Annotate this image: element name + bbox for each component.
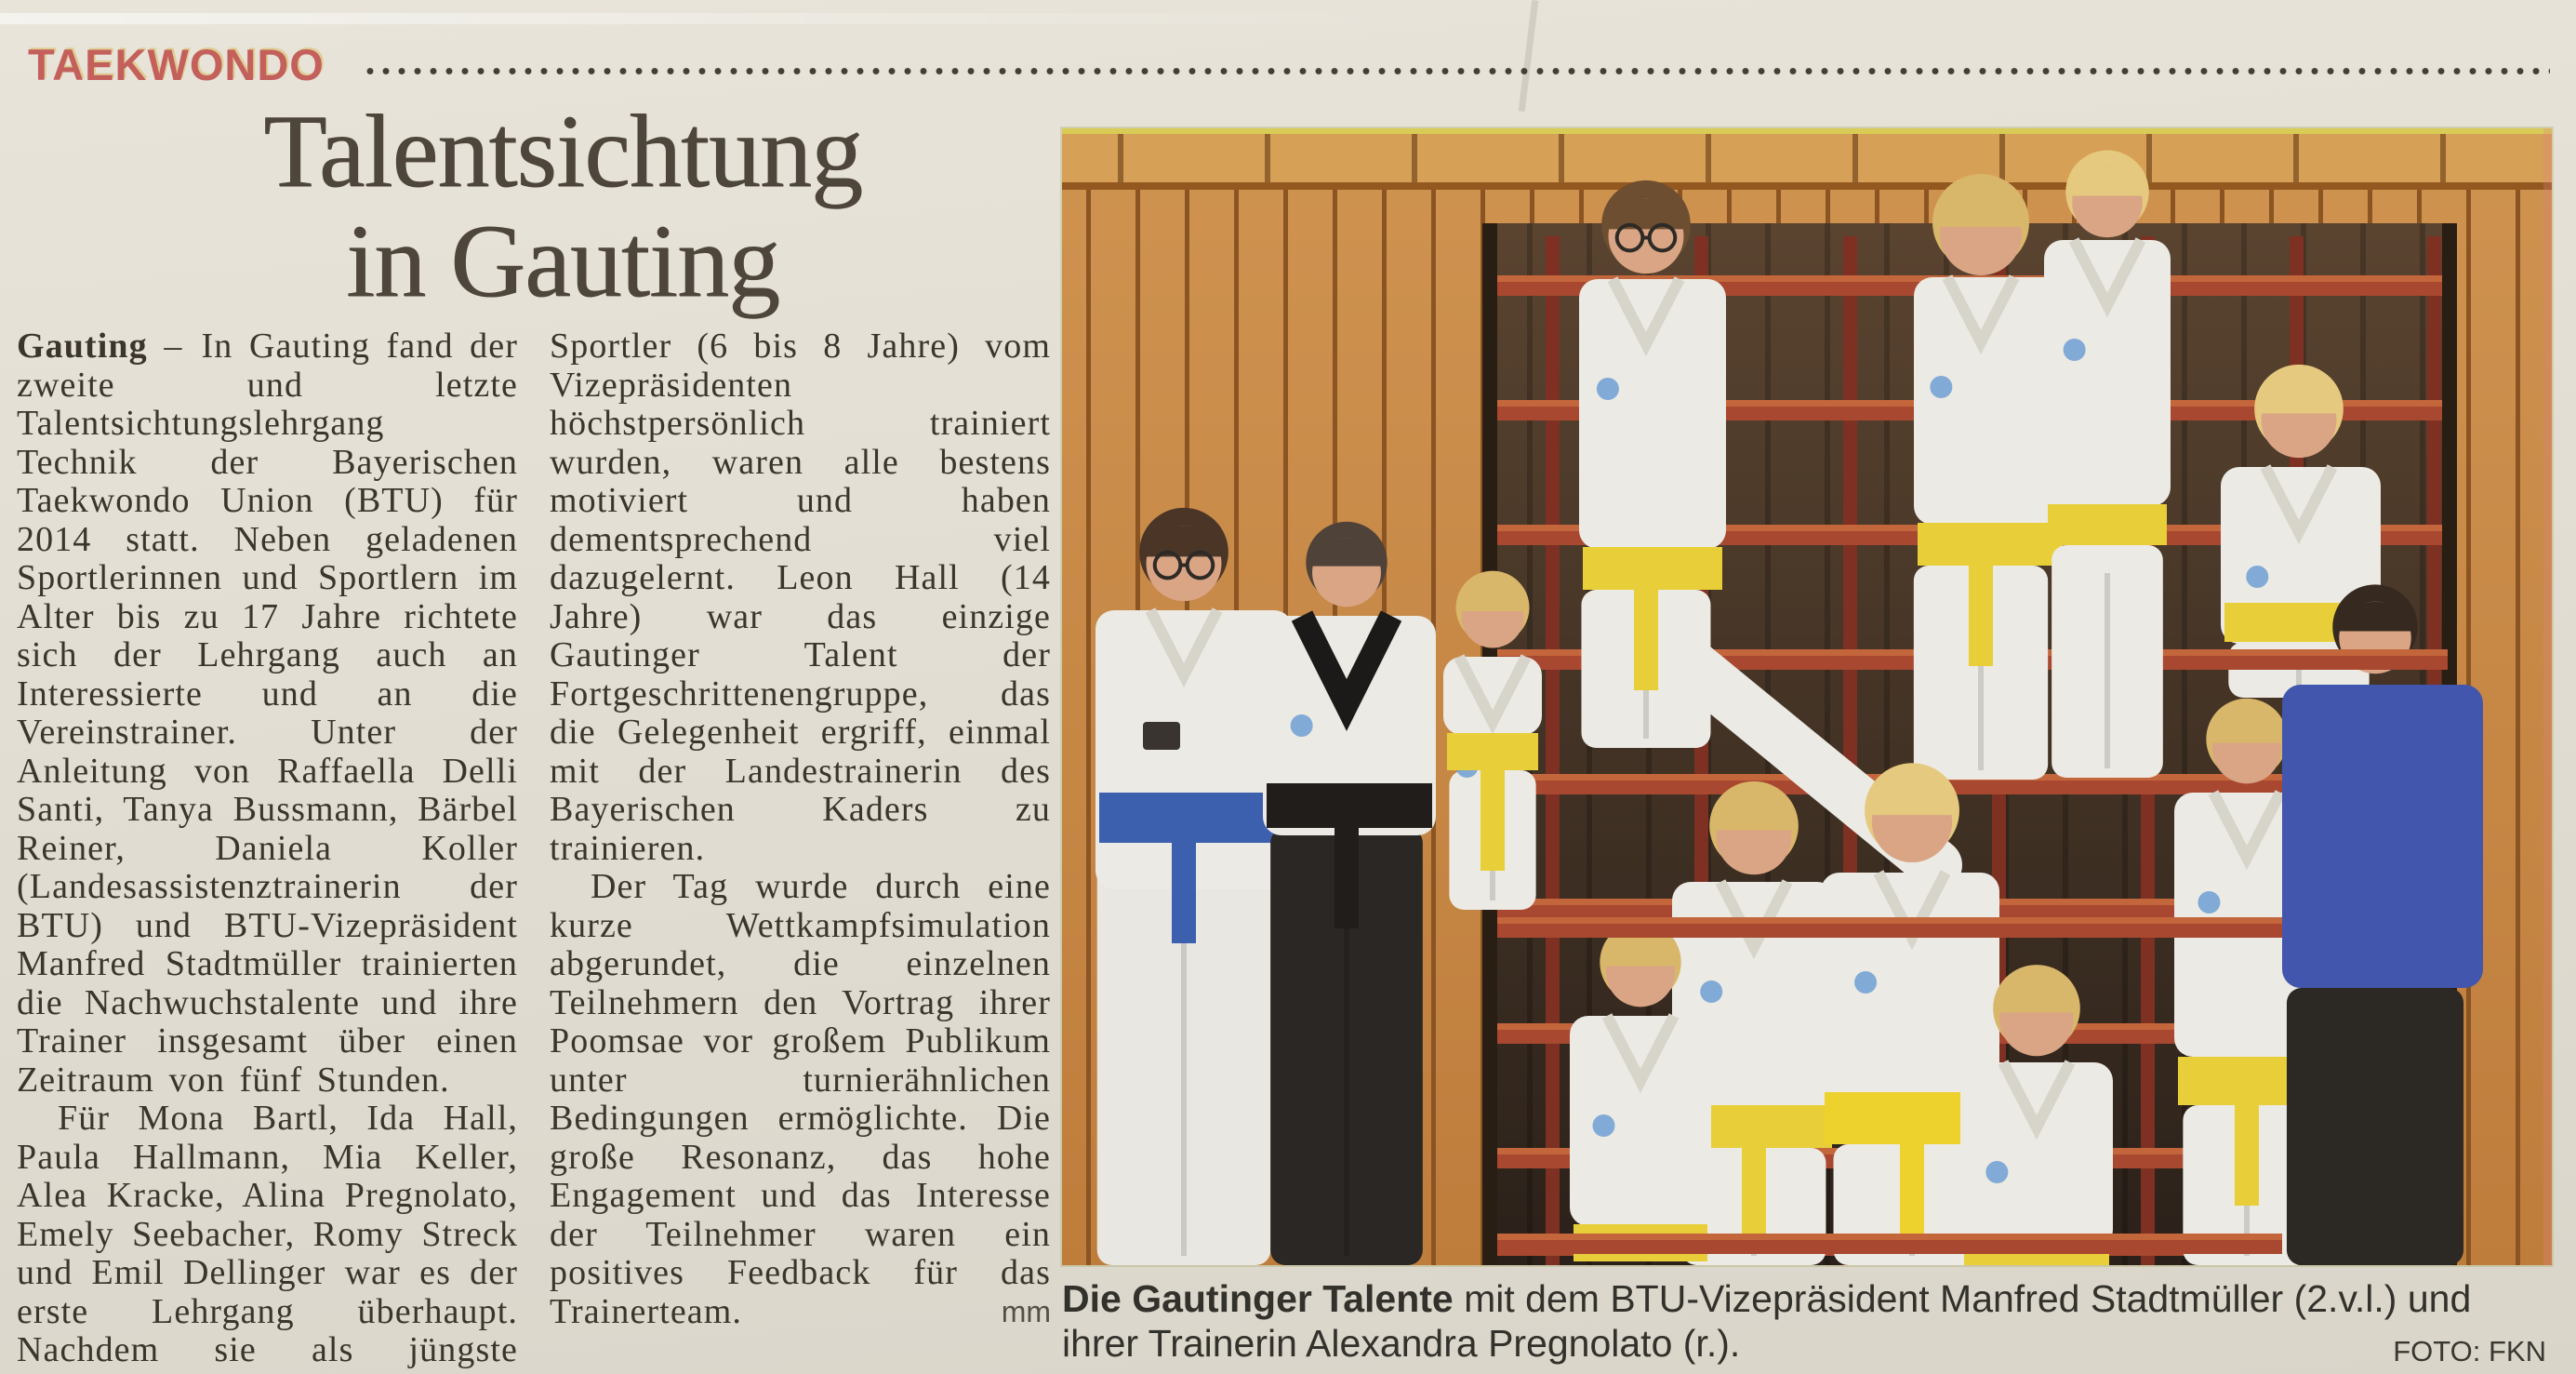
article-columns <box>17 327 1051 1374</box>
dateline: Gauting <box>17 327 148 366</box>
article-paragraph: Gauting – In Gauting fand der zweite und letzte Talentsichtungslehrgang Technik der Bayerischen Taekwondo Union (BTU) für 2014 statt. Neben geladenen Sportlerinnen und Sportlern im Alter bis zu 17 Jahre richtete sich der Lehrgang auch an Interessierte und an die Vereinstrainer. Unter der Anleitung von Raffaella Delli Santi, Tanya Bussmann, Bärbel Reiner, Daniela Koller (Landesassistenztrainerin der BTU) und BTU-Vizepräsident Manfred Stadtmüller trainierten die Nachwuchstalente und ihre Trainer insgesamt über einen Zeitraum von fünf Stunden. <box>17 327 518 1100</box>
headline-line-1: Talentsichtung <box>263 94 862 209</box>
article-paragraph: Der Tag wurde durch eine kurze Wettkampfsimulation abgerundet, die einzelnen Teilnehmern den Vortrag ihrer Poomsae vor großem Publikum unter turnierähnlichen Bedingungen ermöglichte. Die große Resonanz, das hohe Engagement und das Interesse der Teilnehmer waren ein positives Feedback für das Trainerteam. mm <box>550 867 1051 1331</box>
photo-caption <box>1062 1276 2552 1366</box>
caption-lead: Die Gautinger Talente <box>1062 1277 1454 1320</box>
paper-crease-horizontal <box>0 13 1395 24</box>
paper-fold-mark <box>1519 0 1539 112</box>
figure-stadtmueller-black-belt <box>1263 522 1436 1265</box>
photo-credit: FOTO: FKN <box>2393 1335 2546 1367</box>
figure-kid-pair-boy-top <box>2044 151 2171 778</box>
article-photo <box>1062 128 2552 1265</box>
headline-line-2: in Gauting <box>346 204 779 319</box>
figure-leon-blue-belt <box>1095 508 1293 1265</box>
photo-illustration <box>1062 128 2552 1265</box>
kicker-dotted-rule <box>366 67 2550 75</box>
author-initials: mm <box>1001 1294 1051 1328</box>
article-headline <box>82 94 1043 319</box>
section-kicker: TAEKWONDO <box>28 40 325 89</box>
article-paragraph: Für Mona Bartl, Ida Hall, Paula Hallmann, Mia Keller, Alea Kracke, Alina Pregnolato, Emely Seebacher, Romy Streck und Emil Dellinger war es der erste Lehrgang überhaupt. Nachdem sie als jüngste Sportler (6 bis 8 Jahre) vom Vizepräsidenten höchstpersönlich trainiert wurden, waren alle bestens motiviert und haben dementsprechend viel dazugelernt. Leon Hall (14 Jahre) war das einzige Gautinger Talent der Fortgeschrittenengruppe, das die Gelegenheit ergriff, einmal mit der Landestrainerin des Bayerischen Kaders zu trainieren. <box>17 327 1051 1369</box>
caption-text: mit dem BTU-Vizepräsident Manfred Stadtmüller (2.v.l.) und ihrer Trainerin Alexandra Pregnolato (r.). <box>1062 1277 2472 1365</box>
figure-trainerin-alexandra <box>2282 584 2483 1265</box>
